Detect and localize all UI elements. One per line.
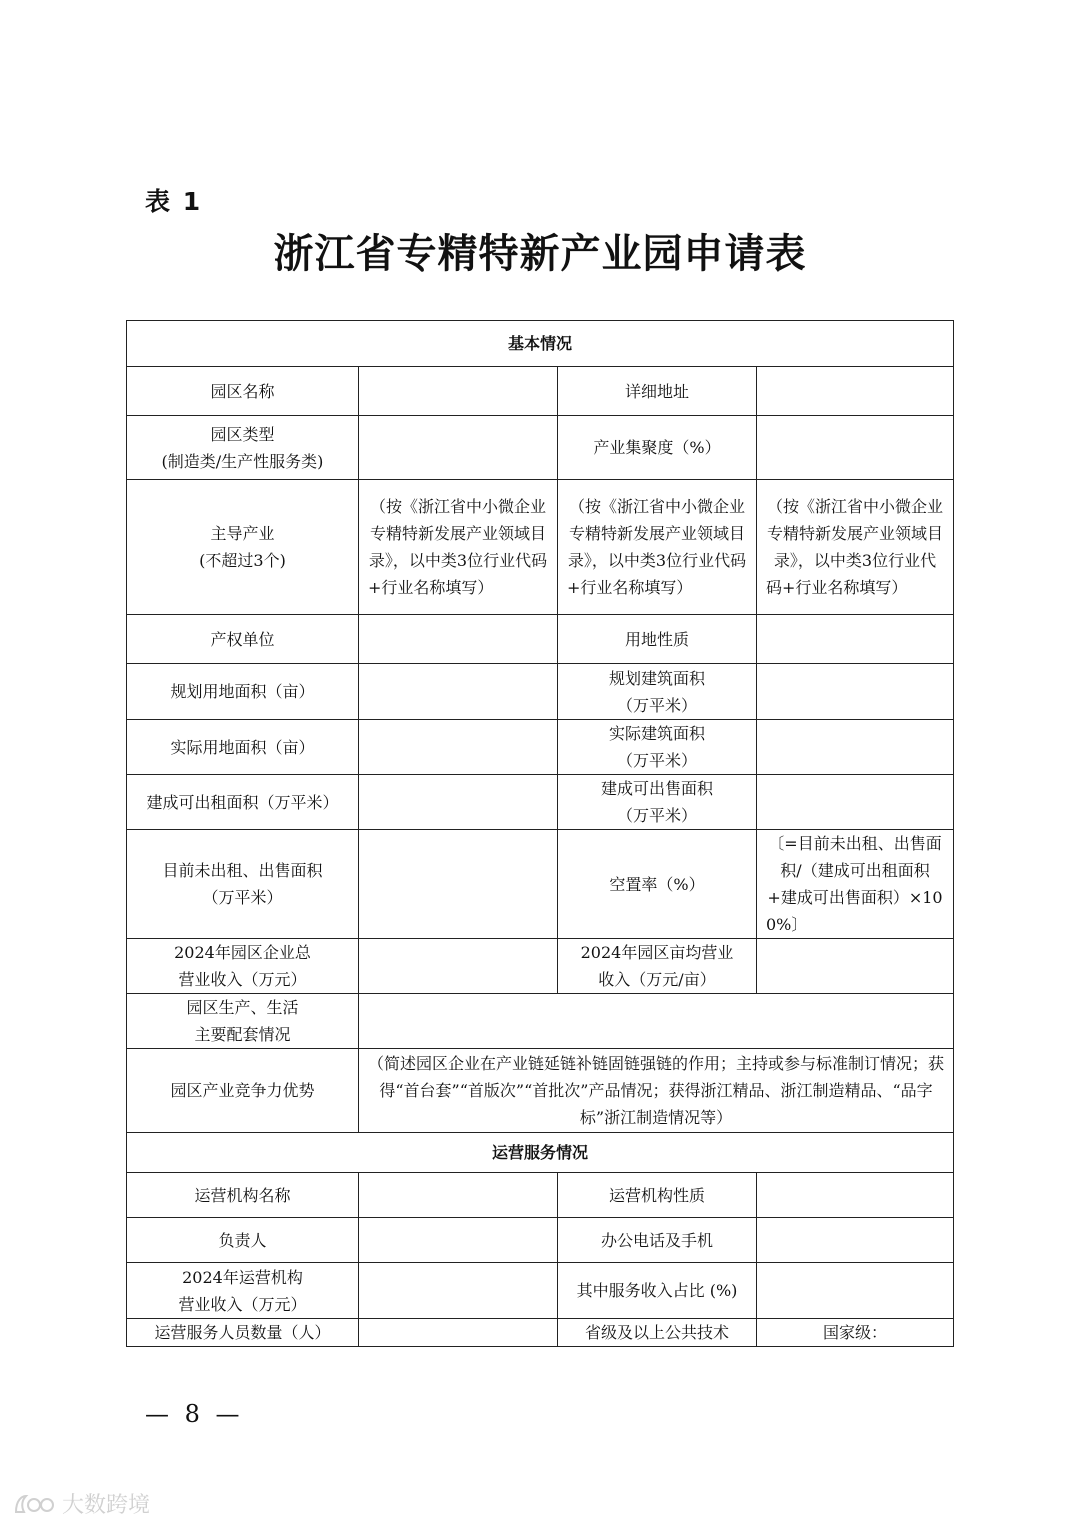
label-property-owner: 产权单位	[127, 615, 359, 664]
field-vacancy-rate[interactable]: 〔=目前未出租、出售面积/（建成可出租面积+建成可出售面积）×100%〕	[757, 830, 954, 939]
field-supporting-facilities[interactable]	[359, 994, 954, 1049]
label-total-revenue-text: 2024年园区企业总 营业收入（万元）	[174, 943, 311, 989]
label-vacancy-rate: 空置率（%）	[558, 830, 757, 939]
field-revenue-per-mu[interactable]	[757, 939, 954, 994]
label-leading-industry	[127, 480, 359, 615]
field-rentable-area[interactable]	[359, 775, 558, 830]
field-operator-revenue[interactable]	[359, 1263, 558, 1319]
table-row	[127, 1263, 954, 1319]
label-actual-building-area-text: 实际建筑面积 （万平米）	[608, 724, 705, 770]
field-cluster-degree[interactable]	[757, 416, 954, 480]
field-unrented-area[interactable]	[359, 830, 558, 939]
watermark-text: 大数跨境	[62, 1493, 151, 1518]
table-row	[127, 416, 954, 480]
label-operator-nature: 运营机构性质	[558, 1173, 757, 1218]
label-total-revenue	[127, 939, 359, 994]
field-total-revenue[interactable]	[359, 939, 558, 994]
label-unrented-area-text: 目前未出租、出售面积 （万平米）	[162, 861, 323, 907]
field-competitiveness[interactable]: （简述园区企业在产业链延链补链固链强链的作用；主持或参与标准制订情况；获得“首台套”“首版次”“首批次”产品情况；获得浙江精品、浙江制造精品、“品字标”浙江制造情况等）	[359, 1049, 954, 1133]
field-saleable-area[interactable]	[757, 775, 954, 830]
table-row	[127, 830, 954, 939]
label-saleable-area-text: 建成可出售面积 （万平米）	[600, 779, 713, 825]
label-saleable-area	[558, 775, 757, 830]
section-row-basic	[127, 321, 954, 367]
table-row	[127, 775, 954, 830]
label-park-type	[127, 416, 359, 480]
field-national-level[interactable]: 国家级：	[757, 1319, 954, 1347]
table-row	[127, 1049, 954, 1133]
field-park-type[interactable]	[359, 416, 558, 480]
label-land-use: 用地性质	[558, 615, 757, 664]
field-actual-building-area[interactable]	[757, 720, 954, 775]
field-service-income-ratio[interactable]	[757, 1263, 954, 1319]
label-competitiveness: 园区产业竞争力优势	[127, 1049, 359, 1133]
field-staff-count[interactable]	[359, 1319, 558, 1347]
field-planned-building-area[interactable]	[757, 664, 954, 720]
section-row-operation	[127, 1133, 954, 1173]
label-planned-land-area: 规划用地面积（亩）	[127, 664, 359, 720]
table-row	[127, 720, 954, 775]
field-actual-land-area[interactable]	[359, 720, 558, 775]
field-operator-name[interactable]	[359, 1173, 558, 1218]
label-operator-revenue-text: 2024年运营机构 营业收入（万元）	[178, 1267, 307, 1314]
label-planned-building-area	[558, 664, 757, 720]
label-staff-count: 运营服务人员数量（人）	[127, 1319, 359, 1347]
label-revenue-per-mu	[558, 939, 757, 994]
table-row	[127, 994, 954, 1049]
field-property-owner[interactable]	[359, 615, 558, 664]
label-service-income-ratio: 其中服务收入占比 (%)	[558, 1263, 757, 1319]
label-leading-industry-text: 主导产业 (不超过3个)	[199, 524, 286, 570]
section-header-basic: 基本情况	[127, 321, 954, 367]
table-row	[127, 1319, 954, 1347]
label-actual-land-area: 实际用地面积（亩）	[127, 720, 359, 775]
field-park-name[interactable]	[359, 367, 558, 416]
label-park-name: 园区名称	[127, 367, 359, 416]
label-revenue-per-mu-text: 2024年园区亩均营业 收入（万元/亩）	[580, 943, 734, 989]
table-row	[127, 1218, 954, 1263]
page-number: — 8 —	[145, 1400, 244, 1428]
document-title: 浙江省专精特新产业园申请表	[273, 231, 807, 277]
field-address[interactable]	[757, 367, 954, 416]
field-operator-nature[interactable]	[757, 1173, 954, 1218]
label-public-tech: 省级及以上公共技术	[558, 1319, 757, 1347]
field-phone[interactable]	[757, 1218, 954, 1263]
table-label: 表 1	[145, 187, 203, 216]
label-unrented-area	[127, 830, 359, 939]
label-cluster-degree: 产业集聚度（%）	[558, 416, 757, 480]
label-supporting-facilities-text: 园区生产、生活 主要配套情况	[186, 998, 299, 1044]
field-person-in-charge[interactable]	[359, 1218, 558, 1263]
label-person-in-charge: 负责人	[127, 1218, 359, 1263]
field-planned-land-area[interactable]	[359, 664, 558, 720]
label-supporting-facilities	[127, 994, 359, 1049]
field-leading-industry-2[interactable]: （按《浙江省中小微企业专精特新发展产业领域目录》，以中类3位行业代码+行业名称填写）	[558, 480, 757, 615]
label-planned-building-area-text: 规划建筑面积 （万平米）	[608, 668, 705, 715]
table-row	[127, 664, 954, 720]
watermark	[12, 1488, 150, 1519]
label-actual-building-area	[558, 720, 757, 775]
field-leading-industry-1[interactable]: （按《浙江省中小微企业专精特新发展产业领域目录》，以中类3位行业代码+行业名称填写）	[359, 480, 558, 615]
table-row	[127, 1173, 954, 1218]
label-operator-revenue	[127, 1263, 359, 1319]
table-row	[127, 939, 954, 994]
label-operator-name: 运营机构名称	[127, 1173, 359, 1218]
table-row	[127, 615, 954, 664]
section-header-operation: 运营服务情况	[127, 1133, 954, 1173]
label-phone: 办公电话及手机	[558, 1218, 757, 1263]
field-land-use[interactable]	[757, 615, 954, 664]
label-park-type-text: 园区类型 (制造类/生产性服务类)	[161, 424, 324, 471]
label-address: 详细地址	[558, 367, 757, 416]
application-form-table	[126, 320, 954, 1347]
watermark-logo-icon	[12, 1492, 56, 1516]
field-leading-industry-3[interactable]: （按《浙江省中小微企业专精特新发展产业领域目录》，以中类3位行业代码+行业名称填写）	[757, 480, 954, 615]
table-row	[127, 480, 954, 615]
table-row	[127, 367, 954, 416]
label-rentable-area: 建成可出租面积（万平米）	[127, 775, 359, 830]
